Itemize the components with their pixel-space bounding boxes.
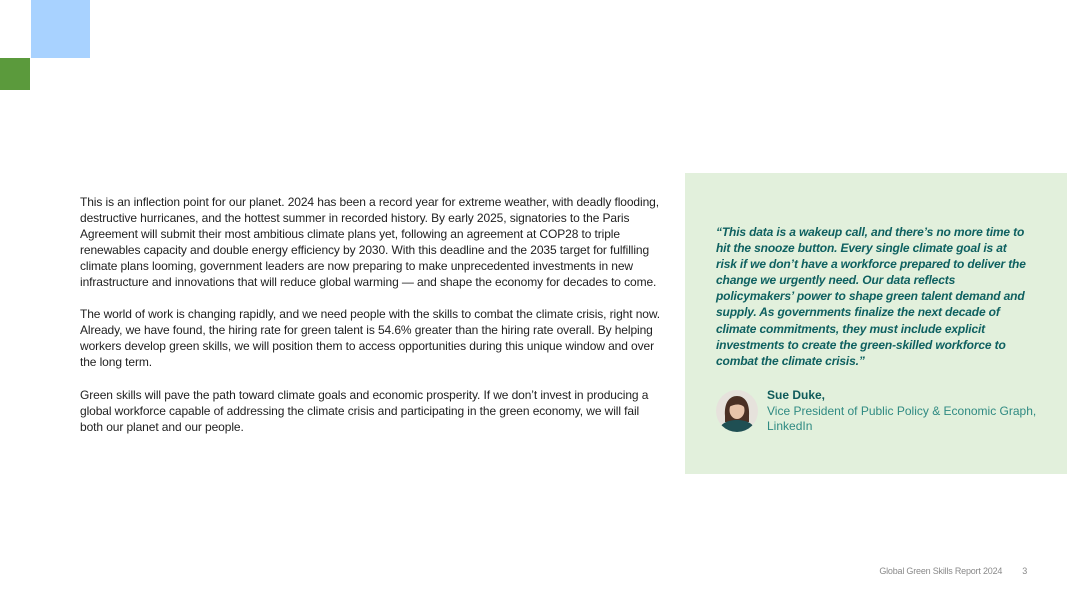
footer-report-title: Global Green Skills Report 2024 — [879, 566, 1003, 576]
decorative-green-square — [0, 58, 30, 90]
quote-panel — [685, 173, 1067, 474]
footer-page-number: 3 — [1022, 566, 1027, 576]
body-paragraph-3: Green skills will pave the path toward climate goals and economic prosperity. If we don’t invest in producing a global workforce capable of addressing the climate crisis and participating in the green economy, we will fail both our planet and our people. — [80, 388, 649, 434]
body-paragraph-2: The world of work is changing rapidly, and we need people with the skills to combat the climate crisis, right now. Already, we have found, the hiring rate for green talent is 54.6% greater than the hiring rate overall. By helping workers develop green skills, we will position them to access opportunities during this unique window and over the long term. — [80, 307, 660, 370]
author-avatar — [716, 390, 758, 432]
decorative-blue-square — [31, 0, 90, 58]
author-name: Sue Duke, — [767, 388, 826, 402]
author-title: Vice President of Public Policy & Economic Graph, LinkedIn — [767, 403, 1037, 433]
author-portrait-icon — [716, 390, 758, 432]
body-text — [80, 195, 660, 453]
body-paragraph-1: This is an inflection point for our planet. 2024 has been a record year for extreme weather, with deadly flooding, destructive hurricanes, and the hottest summer in recorded history. By early 2025, signatories to the Paris Agreement will submit their most ambitious climate plans yet, following an agreement at COP28 to triple renewables capacity and double energy efficiency by 2030. With this deadline and the 2035 target for fulfilling climate plans looming, government leaders are now preparing to make unprecedented investments in new infrastructure and innovations that will reduce global warming — and shape the economy for decades to come. — [80, 195, 659, 289]
page-footer — [879, 566, 1027, 576]
quote-attribution — [767, 388, 1057, 435]
quote-text: “This data is a wakeup call, and there’s no more time to hit the snooze button. Every single climate goal is at risk if we don’t have a workforce prepared to deliver the change we urgently need. Our data reflects policymakers’ power to shape green talent demand and supply. As governments finalize the next decade of climate commitments, they must include explicit investments to create the green-skilled workforce to combat the climate crisis.” — [716, 225, 1026, 368]
